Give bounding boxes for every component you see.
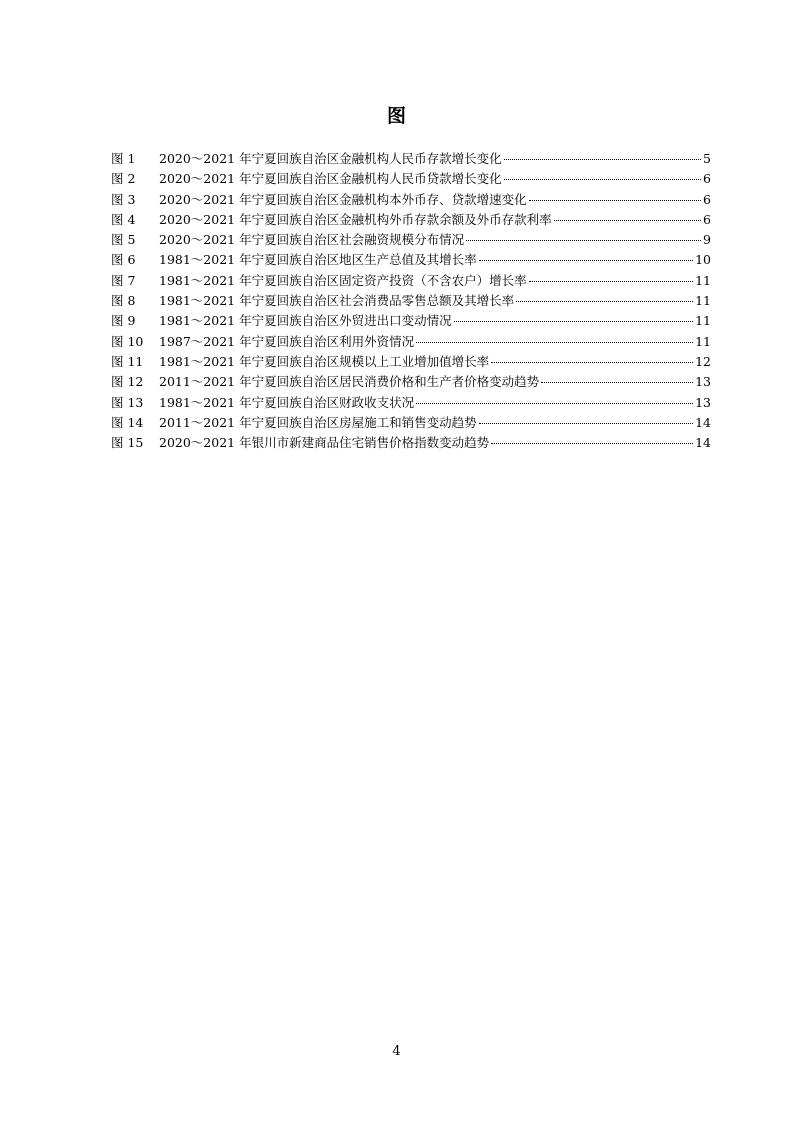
toc-figure-caption: 2020～2021 年宁夏回族自治区金融机构本外币存、贷款增速变化: [159, 191, 527, 207]
toc-figure-caption: 1981～2021 年宁夏回族自治区财政收支状况: [159, 394, 415, 410]
toc-figure-caption: 1981～2021 年宁夏回族自治区外贸进出口变动情况: [159, 313, 452, 329]
toc-figure-caption: 1981～2021 年宁夏回族自治区社会消费品零售总额及其增长率: [159, 293, 515, 309]
figure-index-list: [111, 149, 711, 453]
toc-dot-leader: [504, 159, 701, 160]
toc-figure-label: 图 11: [111, 353, 144, 369]
toc-page-number: 11: [695, 313, 711, 329]
toc-figure-label: 图 7: [111, 272, 136, 288]
toc-page-number: 13: [695, 394, 711, 410]
toc-figure-label: 图 1: [111, 151, 136, 166]
toc-page-number: 11: [695, 333, 711, 349]
toc-dot-leader: [479, 423, 693, 424]
page-title: 图: [386, 105, 406, 127]
toc-figure-label: 图 13: [111, 394, 144, 410]
toc-entry[interactable]: [111, 433, 711, 453]
toc-figure-label: 图 2: [111, 171, 136, 187]
toc-dot-leader: [491, 362, 693, 363]
toc-figure-label: 图 9: [111, 313, 136, 329]
toc-figure-caption: 2011～2021 年宁夏回族自治区房屋施工和销售变动趋势: [159, 414, 477, 430]
toc-entry[interactable]: [111, 250, 711, 270]
toc-dot-leader: [541, 382, 693, 383]
toc-figure-label: 图 6: [111, 252, 136, 268]
toc-figure-label: 图 4: [111, 211, 136, 227]
toc-figure-caption: 2020～2021 年宁夏回族自治区金融机构外币存款余额及外币存款利率: [159, 211, 552, 227]
toc-page-number: 9: [703, 232, 711, 248]
toc-entry[interactable]: [111, 311, 711, 331]
toc-figure-caption: 2011～2021 年宁夏回族自治区居民消费价格和生产者价格变动趋势: [159, 374, 540, 390]
page-number: 4: [392, 1044, 401, 1059]
toc-figure-caption: 2020～2021 年宁夏回族自治区金融机构人民币贷款增长变化: [159, 171, 502, 187]
toc-figure-caption: 2020～2021 年银川市新建商品住宅销售价格指数变动趋势: [159, 435, 490, 451]
toc-figure-label: 图 3: [111, 191, 136, 207]
toc-page-number: 5: [703, 151, 711, 166]
toc-figure-label: 图 8: [111, 293, 136, 309]
toc-figure-caption: 1981～2021 年宁夏回族自治区地区生产总值及其增长率: [159, 252, 477, 268]
toc-figure-label: 图 10: [111, 333, 144, 349]
toc-figure-label: 图 12: [111, 374, 144, 390]
toc-entry[interactable]: [111, 291, 711, 311]
toc-page-number: 12: [695, 353, 711, 369]
toc-figure-caption: 2020～2021 年宁夏回族自治区金融机构人民币存款增长变化: [159, 151, 502, 166]
toc-page-number: 11: [695, 293, 711, 309]
toc-page-number: 10: [695, 252, 711, 268]
toc-entry[interactable]: [111, 149, 711, 169]
toc-figure-label: 图 15: [111, 435, 144, 451]
toc-dot-leader: [466, 240, 701, 241]
toc-dot-leader: [504, 179, 701, 180]
toc-entry[interactable]: [111, 352, 711, 372]
toc-dot-leader: [554, 220, 701, 221]
toc-dot-leader: [416, 342, 693, 343]
toc-entry[interactable]: [111, 230, 711, 250]
toc-dot-leader: [529, 281, 693, 282]
toc-figure-caption: 2020～2021 年宁夏回族自治区社会融资规模分布情况: [159, 232, 465, 248]
toc-dot-leader: [491, 443, 693, 444]
toc-entry[interactable]: [111, 372, 711, 392]
toc-entry[interactable]: [111, 169, 711, 189]
toc-figure-label: 图 5: [111, 232, 136, 248]
toc-page-number: 13: [695, 374, 711, 390]
toc-page-number: 6: [703, 171, 711, 187]
toc-page-number: 14: [695, 435, 711, 451]
toc-entry[interactable]: [111, 271, 711, 291]
toc-dot-leader: [454, 321, 693, 322]
toc-entry[interactable]: [111, 190, 711, 210]
toc-entry[interactable]: [111, 332, 711, 352]
toc-dot-leader: [529, 200, 701, 201]
toc-page-number: 14: [695, 414, 711, 430]
toc-figure-caption: 1981～2021 年宁夏回族自治区规模以上工业增加值增长率: [159, 353, 490, 369]
toc-page-number: 6: [703, 191, 711, 207]
toc-figure-caption: 1981～2021 年宁夏回族自治区固定资产投资（不含农户）增长率: [159, 272, 527, 288]
toc-entry[interactable]: [111, 210, 711, 230]
toc-page-number: 11: [695, 272, 711, 288]
toc-figure-caption: 1987～2021 年宁夏回族自治区利用外资情况: [159, 333, 415, 349]
toc-dot-leader: [516, 301, 693, 302]
toc-figure-label: 图 14: [111, 414, 144, 430]
toc-entry[interactable]: [111, 413, 711, 433]
toc-page-number: 6: [703, 211, 711, 227]
toc-dot-leader: [416, 403, 693, 404]
toc-dot-leader: [479, 260, 693, 261]
toc-entry[interactable]: [111, 393, 711, 413]
